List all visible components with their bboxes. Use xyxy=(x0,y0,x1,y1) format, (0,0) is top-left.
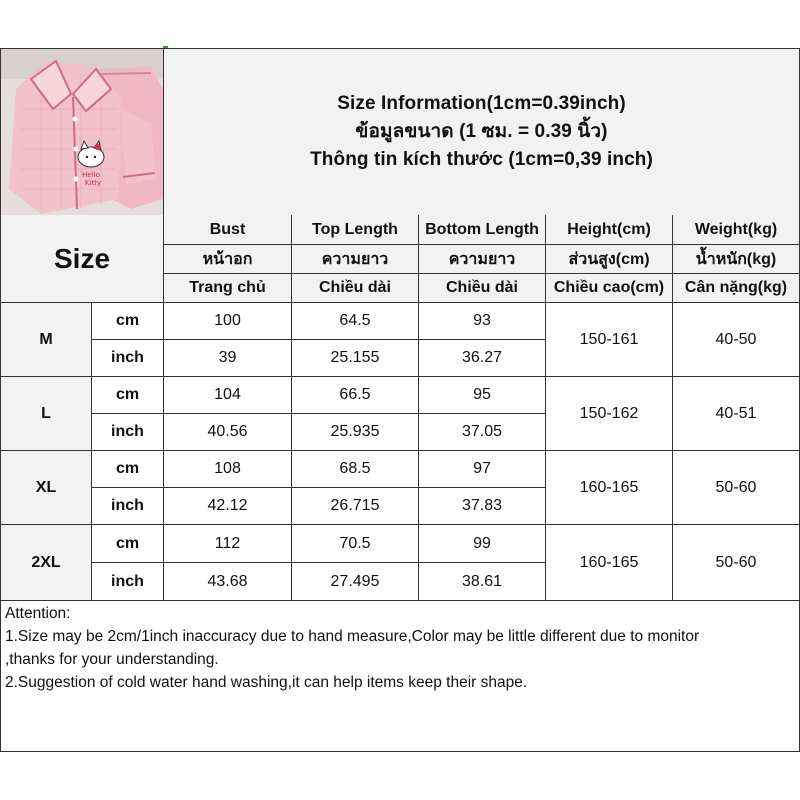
l-bottom-cm: 95 xyxy=(419,377,546,414)
xl-bottom-inch: 37.83 xyxy=(419,488,546,525)
unit-inch: inch xyxy=(92,414,164,451)
notes-line-1-cont: ,thanks for your understanding. xyxy=(5,651,219,668)
col-top-length-th: ความยาว xyxy=(292,245,419,274)
l-bottom-inch: 37.05 xyxy=(419,414,546,451)
col-top-length-en: Top Length xyxy=(292,215,419,245)
2xl-bottom-inch: 38.61 xyxy=(419,563,546,601)
2xl-bottom-cm: 99 xyxy=(419,525,546,563)
unit-inch: inch xyxy=(92,488,164,525)
unit-inch: inch xyxy=(92,563,164,601)
notes-heading: Attention: xyxy=(5,605,71,622)
m-bust-cm: 100 xyxy=(164,303,292,340)
l-bust-inch: 40.56 xyxy=(164,414,292,451)
xl-top-inch: 26.715 xyxy=(292,488,419,525)
2xl-height: 160-165 xyxy=(546,525,673,601)
size-label-xl: XL xyxy=(1,451,92,525)
m-height: 150-161 xyxy=(546,303,673,377)
col-weight-th: น้ำหนัก(kg) xyxy=(673,245,799,274)
unit-cm: cm xyxy=(92,525,164,563)
unit-inch: inch xyxy=(92,340,164,377)
unit-cm: cm xyxy=(92,377,164,414)
svg-text:Hello: Hello xyxy=(82,171,100,179)
col-bottom-length-th: ความยาว xyxy=(419,245,546,274)
l-weight: 40-51 xyxy=(673,377,799,451)
2xl-weight: 50-60 xyxy=(673,525,799,601)
xl-bust-inch: 42.12 xyxy=(164,488,292,525)
header-title-block xyxy=(164,49,799,215)
2xl-top-cm: 70.5 xyxy=(292,525,419,563)
m-weight: 40-50 xyxy=(673,303,799,377)
xl-height: 160-165 xyxy=(546,451,673,525)
xl-bottom-cm: 97 xyxy=(419,451,546,488)
col-bottom-length-vi: Chiều dài xyxy=(419,274,546,303)
xl-top-cm: 68.5 xyxy=(292,451,419,488)
size-header: Size xyxy=(1,215,164,303)
xl-bust-cm: 108 xyxy=(164,451,292,488)
2xl-bust-cm: 112 xyxy=(164,525,292,563)
pajama-image xyxy=(1,49,164,215)
col-height-th: ส่วนสูง(cm) xyxy=(546,245,673,274)
col-weight-en: Weight(kg) xyxy=(673,215,799,245)
col-bust-th: หน้าอก xyxy=(164,245,292,274)
l-height: 150-162 xyxy=(546,377,673,451)
notes-line-1: 1.Size may be 2cm/1inch inaccuracy due to hand measure,Color may be little different due to monitor xyxy=(5,628,700,645)
svg-text:Kitty: Kitty xyxy=(84,179,102,187)
chart-header xyxy=(1,49,799,215)
title-thai: ข้อมูลขนาด (1 ซม. = 0.39 นิ้ว) xyxy=(355,121,608,142)
col-height-vi: Chiều cao(cm) xyxy=(546,274,673,303)
unit-cm: cm xyxy=(92,303,164,340)
2xl-bust-inch: 43.68 xyxy=(164,563,292,601)
size-label-l: L xyxy=(1,377,92,451)
title-english: Size Information(1cm=0.39inch) xyxy=(337,93,626,114)
size-label-2xl: 2XL xyxy=(1,525,92,601)
size-label-m: M xyxy=(1,303,92,377)
l-top-inch: 25.935 xyxy=(292,414,419,451)
product-photo xyxy=(1,49,164,215)
l-bust-cm: 104 xyxy=(164,377,292,414)
2xl-top-inch: 27.495 xyxy=(292,563,419,601)
m-bust-inch: 39 xyxy=(164,340,292,377)
m-bottom-cm: 93 xyxy=(419,303,546,340)
l-top-cm: 66.5 xyxy=(292,377,419,414)
col-bust-en: Bust xyxy=(164,215,292,245)
m-top-inch: 25.155 xyxy=(292,340,419,377)
attention-notes xyxy=(1,601,799,752)
size-chart-sheet xyxy=(0,48,800,752)
m-top-cm: 64.5 xyxy=(292,303,419,340)
xl-weight: 50-60 xyxy=(673,451,799,525)
title-vietnamese: Thông tin kích thước (1cm=0,39 inch) xyxy=(310,149,653,170)
col-bust-vi: Trang chủ xyxy=(164,274,292,303)
m-bottom-inch: 36.27 xyxy=(419,340,546,377)
notes-line-2: 2.Suggestion of cold water hand washing,it can help items keep their shape. xyxy=(5,674,528,691)
col-weight-vi: Cân nặng(kg) xyxy=(673,274,799,303)
col-height-en: Height(cm) xyxy=(546,215,673,245)
unit-cm: cm xyxy=(92,451,164,488)
col-top-length-vi: Chiều dài xyxy=(292,274,419,303)
col-bottom-length-en: Bottom Length xyxy=(419,215,546,245)
